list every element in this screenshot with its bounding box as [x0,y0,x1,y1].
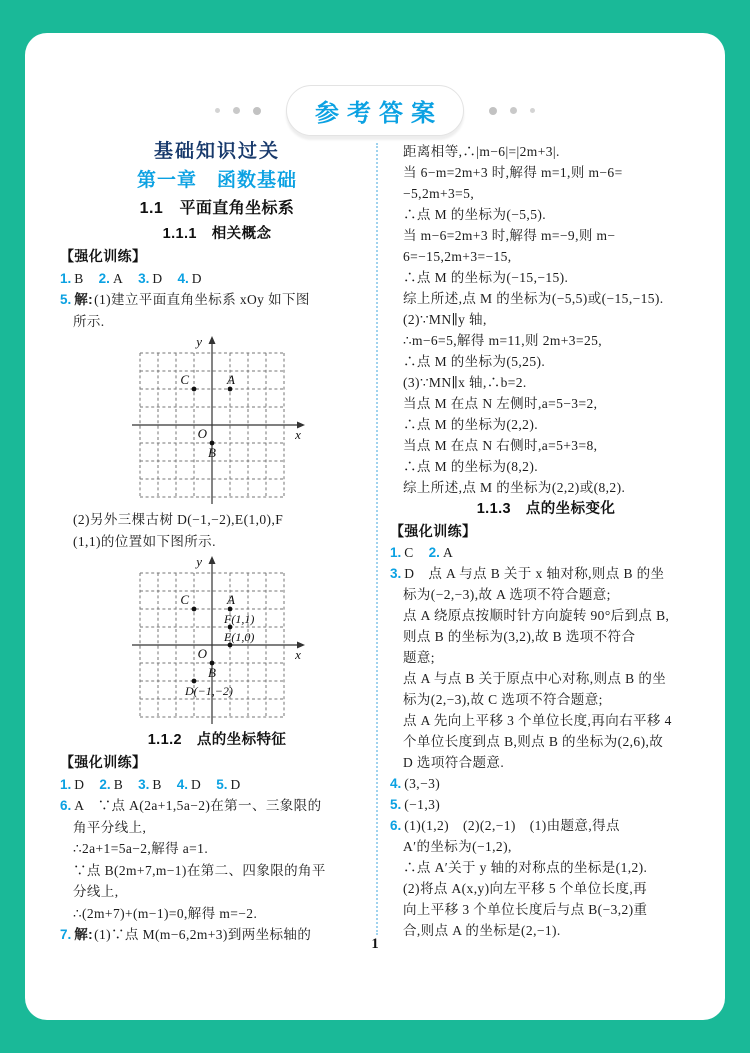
text-line: ∴m−6=5,解得 m=11,则 2m+3=25, [403,333,603,348]
text-line: ∴点 A′关于 y 轴的对称点的坐标是(1,2). [403,860,648,875]
text-line: −5,2m+3=5, [403,186,475,201]
text-line: 当 m−6=2m+3 时,解得 m=−9,则 m− [403,228,616,243]
right-column [390,141,702,941]
decor-dot [530,108,535,113]
text-line: 则点 B 的坐标为(3,2),故 B 选项不符合 [403,629,636,644]
section-heading: 1.1 平面直角坐标系 [139,200,295,217]
page-title: 参考答案 [286,85,464,136]
problem-5-answer [390,794,702,815]
training-label: 【强化训练】 [60,754,147,770]
problem-6-solution [390,815,702,941]
answer-sheet [25,33,725,1020]
text-line: 向上平移 3 个单位长度后与点 B(−3,2)重 [403,902,648,917]
text-line: 所示. [73,313,105,329]
subsection-heading-112: 1.1.2 点的坐标特征 [147,732,287,748]
text-line: ∴点 M 的坐标为(2,2). [403,417,538,432]
point-B-label: B [208,665,216,680]
choice-answer: 1. C [390,545,414,560]
coordinate-grid-svg [92,333,342,509]
choice-answer: 3. D [138,270,163,286]
page-number: 1 [371,936,379,952]
text-line: 3. D 点 A 与点 B 关于 x 轴对称,则点 B 的坐 [390,566,665,581]
choice-answer: 2. A [428,545,454,560]
text-line: ∴点 M 的坐标为(8,2). [403,459,538,474]
left-column [60,139,374,946]
point-A [228,387,233,392]
text-line: 标为(−2,−3),故 A 选项不符合题意; [403,587,611,602]
figure-2-caption [60,509,374,552]
subsection-heading-111: 1.1.1 相关概念 [162,226,272,242]
text-line: 分线上, [73,884,119,899]
text-line: 个单位长度到点 B,则点 B 的坐标为(2,6),故 [403,734,664,749]
training-label: 【强化训练】 [60,248,147,264]
column-divider [376,143,378,935]
point-D [192,679,197,684]
text-line: 4. (3,−3) [390,776,441,791]
text-line: ∵点 B(2m+7,m−1)在第二、四象限的角平 [73,862,326,878]
point-C [192,607,197,612]
point-C-label: C [180,372,189,387]
choice-answer: 4. D [177,270,202,286]
decor-dot [510,107,517,114]
text-line: ∴2a+1=5a−2,解得 a=1. [73,841,209,856]
text-line: ∴点 M 的坐标为(5,25). [403,354,546,369]
y-axis-arrow-icon [209,336,216,344]
point-A-label: A [227,592,235,607]
text-line: 点 A 绕原点按顺时针方向旋转 90°后到点 B, [403,608,670,623]
point-C-label: C [180,592,189,607]
text-line: 点 A 与点 B 关于原点中心对称,则点 B 的坐 [403,671,667,686]
point-F-label: F(1,1) [224,612,255,626]
text-line: (2)另外三棵古树 D(−1,−2),E(1,0),F [73,512,284,527]
problem-5-solution [60,289,374,332]
text-line: 角平分线上, [73,819,147,835]
text-line: 5. (−1,3) [390,797,441,812]
text-line: 当点 M 在点 N 左侧时,a=5−3=2, [403,396,598,411]
y-axis-label: y [196,334,202,349]
text-line: 6. (1)(1,2) (2)(2,−1) (1)由题意,得点 [390,818,620,833]
choice-answer: 3. B [138,776,162,792]
point-C [192,387,197,392]
x-axis-label: x [295,427,301,442]
text-line: 点 A 先向上平移 3 个单位长度,再向右平移 4 [403,713,672,728]
text-line: ∴点 M 的坐标为(−15,−15). [403,270,569,285]
origin-label: O [197,646,207,661]
coordinate-grid-svg [92,553,342,729]
decor-dot [215,108,220,113]
text-line: 6=−15,2m+3=−15, [403,249,512,264]
x-axis-label: x [295,647,301,662]
decor-dot [489,107,497,115]
text-line: D 选项符合题意. [403,755,505,770]
text-line: (1,1)的位置如下图所示. [73,533,216,549]
text-line: (2)∵MN∥y 轴, [403,312,487,327]
text-line: (2)将点 A(x,y)向左平移 5 个单位长度,再 [403,881,648,896]
y-axis-label: y [196,554,202,569]
answer-row [390,542,702,563]
choice-answer: 2. B [99,776,124,792]
unit-heading: 基础知识过关 [153,141,280,162]
problem-3-solution [390,563,702,773]
subsection-heading-113: 1.1.3 点的坐标变化 [476,501,616,517]
point-E-label: E(1,0) [224,630,255,644]
text-line: 综上所述,点 M 的坐标为(−5,5)或(−15,−15). [403,291,664,306]
origin-label: O [197,426,207,441]
choice-answer: 1. B [60,270,84,286]
decor-dot [253,107,261,115]
point-B-label: B [208,445,216,460]
text-line: ∴(2m+7)+(m−1)=0,解得 m=−2. [73,905,258,921]
point-D-label: D(−1,−2) [185,684,233,698]
point-A [228,607,233,612]
chapter-heading: 第一章 函数基础 [136,170,297,191]
text-line: 5. 解:(1)建立平面直角坐标系 xOy 如下图 [60,292,310,307]
text-line: A′的坐标为(−1,2), [403,839,512,854]
text-line: 题意; [403,650,435,665]
choice-answer: 4. D [176,776,202,792]
text-line: 合,则点 A 的坐标是(2,−1). [403,923,561,938]
text-line: (3)∵MN∥x 轴,∴b=2. [403,375,527,390]
answer-row [60,268,374,290]
problem-7-continuation [390,141,702,498]
coordinate-grid-figure-1 [92,333,342,509]
text-line: 距离相等,∴|m−6|=|2m+3|. [403,144,560,159]
problem-6-solution [60,795,374,924]
point-A-label: A [227,372,235,387]
decor-dot [233,107,240,114]
text-line: 7. 解:(1)∵点 M(m−6,2m+3)到两坐标轴的 [60,927,312,942]
title-row [25,85,725,136]
text-line: 6. A ∵点 A(2a+1,5a−2)在第一、三象限的 [60,798,322,813]
text-line: 综上所述,点 M 的坐标为(2,2)或(8,2). [403,480,626,495]
y-axis-arrow-icon [209,556,216,564]
coordinate-grid-figure-2 [92,553,342,729]
problem-4-answer [390,773,702,794]
choice-answer: 1. D [60,776,85,792]
text-line: 标为(2,−3),故 C 选项不符合题意; [403,692,603,707]
training-label: 【强化训练】 [390,523,477,539]
choice-answer: 2. A [98,270,124,286]
answer-row [60,774,374,796]
text-line: 当 6−m=2m+3 时,解得 m=1,则 m−6= [403,165,623,180]
text-line: ∴点 M 的坐标为(−5,5). [403,207,547,222]
choice-answer: 5. D [216,776,241,792]
text-line: 当点 M 在点 N 右侧时,a=5+3=8, [403,438,598,453]
